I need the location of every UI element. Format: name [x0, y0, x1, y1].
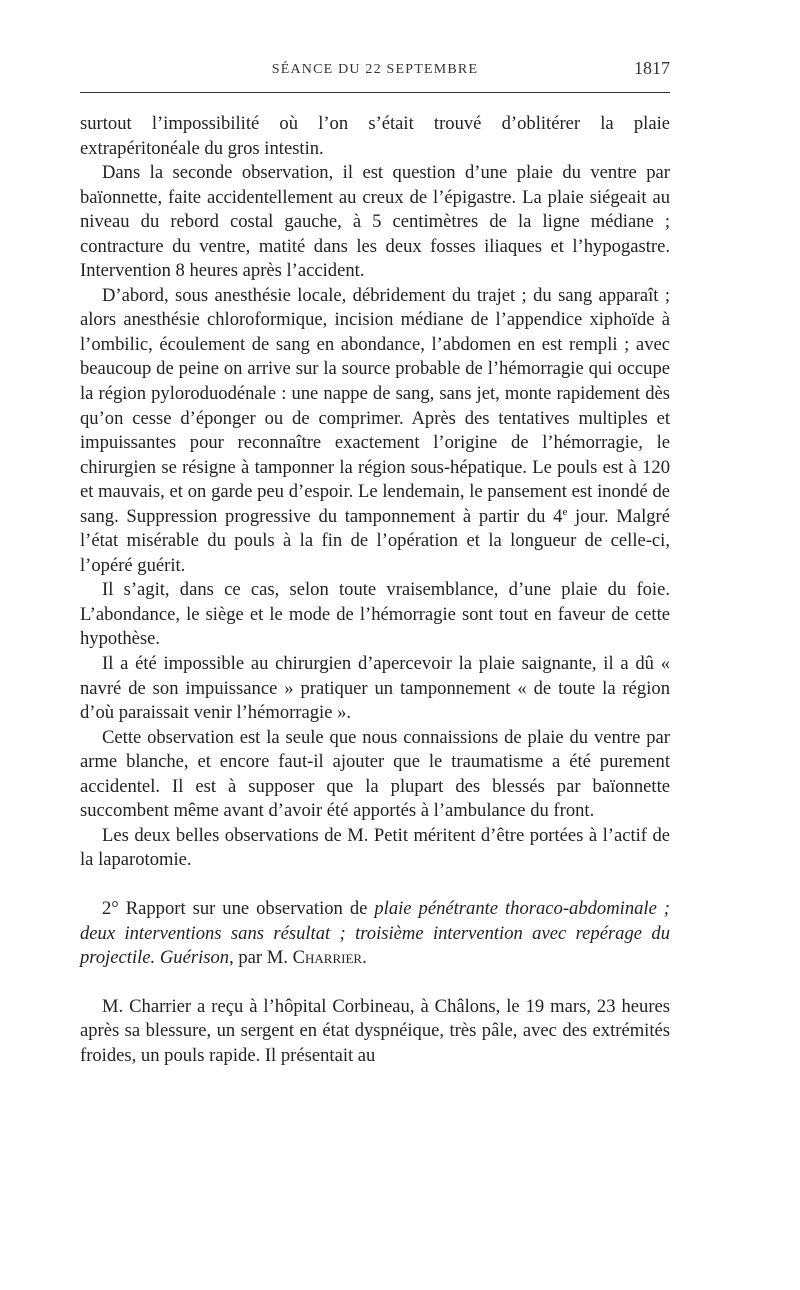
paragraph-7: Les deux belles observations de M. Petit méritent d’être portées à l’actif de la laparotomie. [80, 824, 670, 871]
paragraph-5: Il a été impossible au chirurgien d’apercevoir la plaie saignante, il a dû « navré de son impuissance » pratiquer un tamponnement « de toute la région d’où paraissait venir l’hémorragie ». [80, 653, 670, 724]
paragraph-3 [80, 284, 670, 579]
section-gap [80, 873, 670, 897]
report-author: Charrier [292, 947, 363, 969]
paragraph-2: Dans la seconde observation, il est question d’une plaie du ventre par baïonnette, faite accidentellement au creux de l’épigastre. La plaie siégeait au niveau du rebord costal gauche, à 5 centimètres de la ligne médiane ; contracture du ventre, matité dans les deux fosses iliaques et l’hypogastre. Intervention 8 heures après l’accident. [80, 162, 670, 282]
running-title: SÉANCE DU 22 SEPTEMBRE [271, 62, 479, 77]
report-title: plaie pénétrante thoraco-abdominale ; deux interventions sans résultat ; troisième intervention avec repérage du projectile. Guérison [80, 897, 671, 969]
paragraph-3-text-a: D’abord, sous anesthésie locale, débridement du trajet ; du sang apparaît ; alors anesthésie chloroformique, incision médiane de l’appendice xiphoïde à l’ombilic, écoulement de sang en abondance, l’abdomen en est rempli ; avec beaucoup de peine on arrive sur la source probable de l’hémorragie qui occupe la région pyloroduodénale : une nappe de sang, sans jet, monte rapidement dès qu’on cesse d’éponger ou de comprimer. Après des tentatives multiples et impuissantes pour reconnaître exactement l’origine de l’hémorragie, le chirurgien se résigne à tamponner la région sous-hépatique. Le pouls est à 120 et mauvais, et on garde peu d’espoir. Le lendemain, le pansement est inondé de sang. Suppression progressive du tamponnement à partir du 4 [80, 284, 670, 527]
report-heading [80, 897, 670, 971]
paragraph-6: Cette observation est la seule que nous connaissions de plaie du ventre par arme blanche, et encore faut-il ajouter que le traumatisme a été purement accidentel. Il est à supposer que la plupart des blessés par baïonnette succombent même avant d’avoir été apportés à l’ambulance du front. [80, 726, 670, 822]
paragraph-4: Il s’agit, dans ce cas, selon toute vraisemblance, d’une plaie du foie. L’abondance, le siège et le mode de l’hémorragie sont tout en faveur de cette hypothèse. [80, 579, 670, 650]
paragraph-3-text-b: jour. Malgré l’état misérable du pouls à la fin de l’opération et la longueur de celle-ci, l’opéré guérit. [80, 505, 670, 576]
ordinal-superscript: e [562, 505, 568, 518]
page-number: 1817 [634, 58, 670, 78]
report-by: , par M. [229, 947, 288, 969]
page-header [80, 52, 670, 92]
page [80, 52, 670, 1068]
report-lead: Rapport sur une observation de [125, 897, 368, 919]
paragraph-1: surtout l’impossibilité où l’on s’était trouvé d’oblitérer la plaie extrapéritonéale du gros intestin. [80, 113, 670, 159]
paragraph-8: M. Charrier a reçu à l’hôpital Corbineau, à Châlons, le 19 mars, 23 heures après sa blessure, un sergent en état dyspnéique, très pâle, avec des extrémités froides, un pouls rapide. Il présentait au [80, 995, 670, 1066]
page-body [80, 112, 670, 1068]
report-end: . [362, 947, 367, 969]
header-rule [80, 92, 670, 93]
report-number: 2° [102, 897, 119, 919]
section-gap-2 [80, 971, 670, 995]
